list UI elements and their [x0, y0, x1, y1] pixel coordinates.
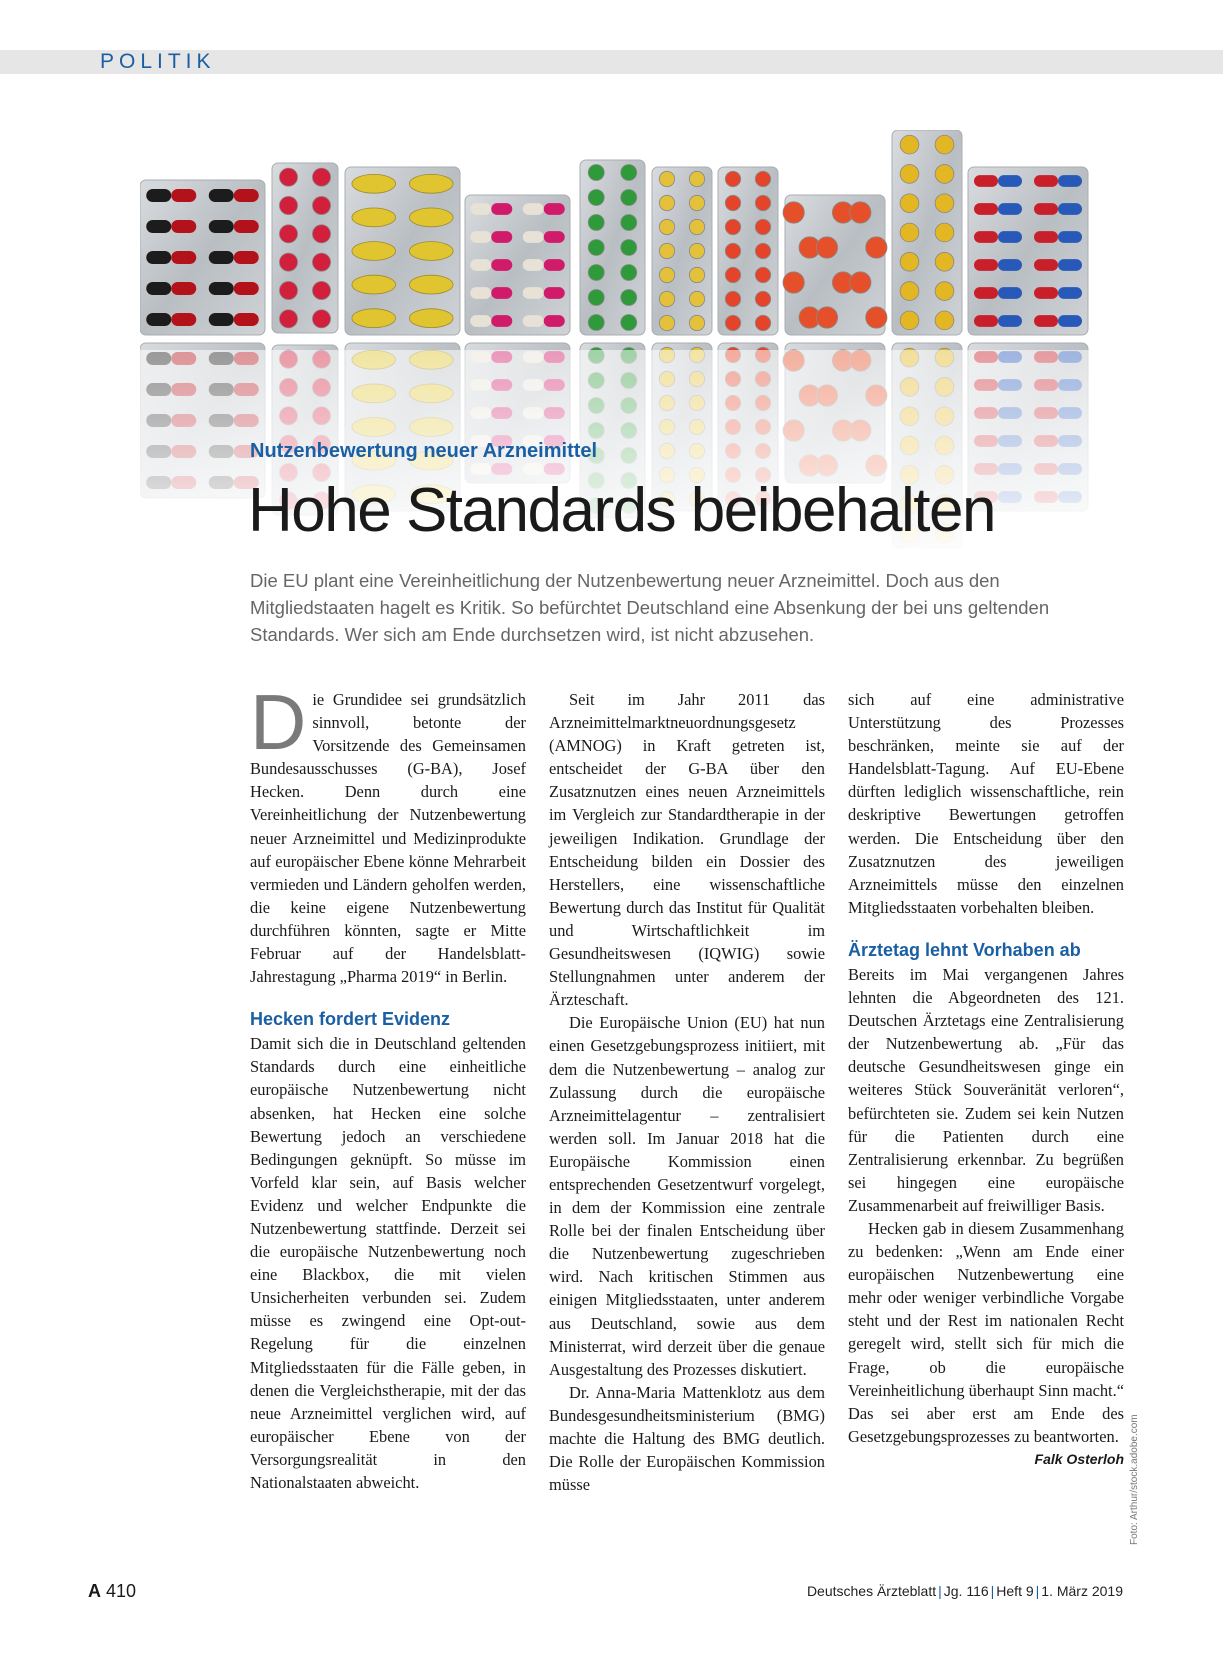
- paragraph: Damit sich die in Deutschland geltenden Standards durch eine einheitliche europäische Nutzenbewertung nicht absenken, hat Hecken eine solche Bewertung jedoch an verschiedene Bedingungen geknüpft. So müsse im Vorfeld klar sein, auf Basis welcher Evidenz und welcher Endpunkte die Nutzenbewertung stattfinde. Derzeit sei die europäische Nutzenbewertung noch eine Blackbox, die mit vielen Unsicherheiten verbunden sei. Zudem müsse es zwingend eine Opt-out-Regelung für die einzelnen Mitgliedsstaaten für die Fälle geben, in denen die Vergleichstherapie, mit der das neue Arzneimittel verglichen wird, auf europäischer Ebene von der Versorgungsrealität in den Nationalstaaten abweicht.: [250, 1034, 526, 1492]
- article-kicker: Nutzenbewertung neuer Arzneimittel: [250, 440, 598, 462]
- pill: [409, 275, 453, 294]
- capsule-half: [1058, 231, 1082, 243]
- pill: [279, 281, 297, 299]
- column-3: [848, 688, 1124, 1471]
- capsule-half: [974, 315, 998, 327]
- pill: [588, 240, 604, 256]
- pill: [689, 219, 704, 234]
- capsule-half: [1034, 259, 1058, 271]
- capsule-half: [209, 220, 234, 233]
- capsule-half: [491, 315, 512, 327]
- pill: [409, 242, 453, 261]
- pill: [659, 171, 674, 186]
- pill: [621, 265, 637, 281]
- pill: [352, 275, 396, 294]
- pill: [935, 282, 954, 301]
- capsule-half: [470, 287, 491, 299]
- capsule-half: [1058, 315, 1082, 327]
- pill: [935, 135, 954, 154]
- capsule-half: [470, 259, 491, 271]
- pill: [279, 225, 297, 243]
- pill: [725, 243, 740, 258]
- pill: [312, 168, 330, 186]
- capsule-half: [209, 251, 234, 264]
- paragraph: sich auf eine administrative Unterstützung des Prozesses beschränken, meinte sie auf der Handelsblatt-Tagung. Auf EU-Ebene dürften lediglich wissenschaftliche, rein deskriptive Bewertungen getroffen werden. Die Entscheidung über den Zusatznutzen des jeweiligen Arzneimittels müsse den einzelnen Mitgliedsstaaten vorbehalten bleiben.: [848, 690, 1124, 917]
- capsule-half: [234, 313, 259, 326]
- subheading: Hecken fordert Evidenz: [250, 1009, 451, 1030]
- pill: [900, 311, 919, 330]
- pill: [755, 243, 770, 258]
- pill: [279, 310, 297, 328]
- page-prefix: A: [88, 1581, 101, 1601]
- capsule-half: [171, 220, 196, 233]
- pill: [866, 237, 887, 258]
- capsule-half: [209, 189, 234, 202]
- pill: [725, 315, 740, 330]
- capsule-half: [998, 203, 1022, 215]
- pill: [588, 215, 604, 231]
- pill: [900, 194, 919, 213]
- pill: [755, 267, 770, 282]
- capsule-half: [544, 259, 565, 271]
- pill: [755, 195, 770, 210]
- capsule-half: [146, 189, 171, 202]
- article-title: Hohe Standards beibehalten: [248, 476, 995, 545]
- paragraph-text: Hecken gab in diesem Zusammenhang zu bedenken: „Wenn am Ende einer europäischen Nutzenbewertung eine mehr oder weniger verbindliche Vorgabe steht und der Rest im nationalen Recht geregelt wird, stellt sich für mich die Frage, ob die europäische Vereinheitlichung überhaupt Sinn macht.“ Das sei aber erst am Ende des Gesetzgebungsprozesses zu beantworten.: [848, 1218, 1124, 1446]
- pill: [816, 307, 837, 328]
- pill: [689, 195, 704, 210]
- capsule-half: [523, 231, 544, 243]
- capsule-half: [974, 175, 998, 187]
- pill: [935, 223, 954, 242]
- drop-cap: D: [250, 678, 307, 766]
- publication-info: Deutsches Ärzteblatt | Jg. 116 | Heft 9 | 1. März 2019: [806, 1583, 1123, 1599]
- pill: [755, 219, 770, 234]
- pill: [850, 202, 871, 223]
- pill: [935, 252, 954, 271]
- pill: [352, 174, 396, 193]
- pill: [621, 315, 637, 331]
- capsule-half: [523, 259, 544, 271]
- pill: [659, 267, 674, 282]
- capsule-half: [998, 287, 1022, 299]
- capsule-half: [1058, 287, 1082, 299]
- capsule-half: [209, 282, 234, 295]
- capsule-half: [1034, 231, 1058, 243]
- capsule-half: [1034, 203, 1058, 215]
- capsule-half: [998, 231, 1022, 243]
- pill: [725, 291, 740, 306]
- pill: [312, 225, 330, 243]
- capsule-half: [974, 231, 998, 243]
- photo-credit: Foto: Arthur/stock.adobe.com: [1129, 1414, 1140, 1545]
- column-2: [549, 688, 825, 1496]
- blister-pack: [272, 163, 338, 333]
- journal-name: Deutsches Ärzteblatt: [806, 1583, 937, 1599]
- paragraph-final: [848, 1217, 1124, 1467]
- pill: [935, 194, 954, 213]
- capsule-half: [171, 313, 196, 326]
- pill: [783, 272, 804, 293]
- capsule-half: [1058, 175, 1082, 187]
- pill: [689, 171, 704, 186]
- capsule-half: [544, 203, 565, 215]
- author-name: Falk Osterloh: [1034, 1450, 1124, 1467]
- pill: [755, 291, 770, 306]
- pill: [409, 174, 453, 193]
- capsule-half: [234, 251, 259, 264]
- page-number: [88, 1580, 136, 1602]
- pill: [659, 315, 674, 330]
- article-lead: Die EU plant eine Vereinheitlichung der Nutzenbewertung neuer Arzneimittel. Doch aus den Mitgliedstaaten hagelt es Kritik. So befürchtet Deutschland eine Absenkung der bei uns geltenden Standards. Wer sich am Ende durchsetzen wird, ist nicht abzusehen.: [250, 570, 1050, 645]
- pill: [689, 243, 704, 258]
- pill: [689, 315, 704, 330]
- capsule-half: [1058, 203, 1082, 215]
- capsule-half: [491, 203, 512, 215]
- capsule-half: [491, 231, 512, 243]
- pill: [588, 265, 604, 281]
- pill: [725, 219, 740, 234]
- paragraph: Dr. Anna-Maria Mattenklotz aus dem Bundesgesundheitsministerium (BMG) machte die Haltung des BMG deutlich. Die Rolle der Europäischen Kommission müsse: [549, 1382, 825, 1495]
- capsule-half: [146, 251, 171, 264]
- capsule-half: [234, 220, 259, 233]
- pill: [900, 223, 919, 242]
- pill: [409, 309, 453, 328]
- pill: [621, 240, 637, 256]
- pill: [900, 165, 919, 184]
- pill: [659, 243, 674, 258]
- pill: [659, 195, 674, 210]
- pill: [312, 281, 330, 299]
- pill: [588, 290, 604, 306]
- capsule-half: [1034, 287, 1058, 299]
- pill: [783, 202, 804, 223]
- capsule-half: [998, 175, 1022, 187]
- pill: [588, 190, 604, 206]
- section-label: POLITIK: [100, 50, 216, 73]
- pill: [588, 165, 604, 181]
- capsule-half: [171, 189, 196, 202]
- page-number-value: 410: [106, 1581, 137, 1601]
- blister-pack: [968, 167, 1088, 335]
- volume: Jg. 116: [943, 1583, 989, 1599]
- capsule-half: [523, 315, 544, 327]
- capsule-half: [209, 313, 234, 326]
- issue: Heft 9: [996, 1583, 1034, 1599]
- capsule-half: [998, 315, 1022, 327]
- capsule-half: [544, 287, 565, 299]
- pill: [621, 290, 637, 306]
- pill: [621, 215, 637, 231]
- paragraph: ie Grundidee sei grundsätzlich sinnvoll, betonte der Vorsitzende des Gemeinsamen Bundesausschusses (G-BA), Josef Hecken. Denn durch eine Vereinheitlichung der Nutzenbewertung neuer Arzneimittel und Medizinprodukte auf europäischer Ebene könne Mehrarbeit vermieden und Ländern geholfen werden, die keine eigene Nutzenbewertung durchführen könnten, sagte er Mitte Februar auf der Handelsblatt-Jahrestagung „Pharma 2019“ in Berlin.: [250, 690, 526, 987]
- capsule-half: [544, 315, 565, 327]
- pill: [352, 242, 396, 261]
- pill: [659, 219, 674, 234]
- capsule-half: [470, 231, 491, 243]
- pill: [312, 196, 330, 214]
- pill: [312, 310, 330, 328]
- pill: [352, 208, 396, 227]
- pill: [312, 253, 330, 271]
- pill: [659, 291, 674, 306]
- pill: [689, 267, 704, 282]
- capsule-half: [523, 287, 544, 299]
- pill: [755, 171, 770, 186]
- pill: [689, 291, 704, 306]
- capsule-half: [171, 251, 196, 264]
- date: 1. März 2019: [1041, 1583, 1123, 1599]
- pill: [725, 195, 740, 210]
- capsule-half: [146, 313, 171, 326]
- pill: [816, 237, 837, 258]
- pill: [279, 196, 297, 214]
- capsule-half: [974, 203, 998, 215]
- capsule-half: [1034, 315, 1058, 327]
- paragraph: Die Europäische Union (EU) hat nun einen Gesetzgebungsprozess initiiert, mit dem die Nutzenbewertung – analog zur Zulassung durch die europäische Arzneimittelagentur – zentralisiert werden soll. Im Januar 2018 hat die Europäische Kommission einen entsprechenden Gesetzentwurf vorgelegt, in dem der Kommission eine zentrale Rolle bei der finalen Entscheidung über die Nutzenbewertung zugeschrieben wird. Nach kritischen Stimmen aus einigen Mitgliedsstaaten, unter anderem aus Deutschland, sowie aus dem Ministerrat, wird derzeit über die genaue Ausgestaltung des Prozesses diskutiert.: [549, 1013, 825, 1379]
- column-1: [250, 678, 526, 1494]
- pill: [352, 309, 396, 328]
- pill: [900, 282, 919, 301]
- capsule-half: [974, 259, 998, 271]
- pill: [866, 307, 887, 328]
- capsule-half: [470, 315, 491, 327]
- pill: [279, 168, 297, 186]
- pill: [755, 315, 770, 330]
- pill: [621, 190, 637, 206]
- capsule-half: [234, 189, 259, 202]
- capsule-half: [171, 282, 196, 295]
- subheading: Ärztetag lehnt Vorhaben ab: [848, 939, 1081, 960]
- capsule-half: [1058, 259, 1082, 271]
- pill: [621, 165, 637, 181]
- paragraph: Seit im Jahr 2011 das Arzneimittelmarktneuordnungsgesetz (AMNOG) in Kraft getreten ist, entscheidet der G-BA über den Zusatznutzen eines neuen Arzneimittels im Vergleich zur Standardtherapie in der jeweiligen Indikation. Grundlage der Entscheidung bilden ein Dossier des Herstellers, eine wissenschaftliche Bewertung durch das Institut für Qualität und Wirtschaftlichkeit im Gesundheitswesen (IQWIG) sowie Stellungnahmen unter anderem der Ärzteschaft.: [549, 690, 825, 1010]
- capsule-half: [146, 220, 171, 233]
- capsule-half: [544, 231, 565, 243]
- pill: [900, 252, 919, 271]
- pill: [935, 165, 954, 184]
- pill: [409, 208, 453, 227]
- paragraph: Bereits im Mai vergangenen Jahres lehnten die Abgeordneten des 121. Deutschen Ärztetags eine Zentralisierung der Nutzenbewertung ab. „Für das deutsche Gesundheitswesen ginge ein weiteres Stück Souveränität verloren“, befürchteten sie. Zudem sei kein Nutzen für die Patienten durch eine Zentralisierung erkennbar. Zu begrüßen sei hingegen eine europäische Zusammenarbeit auf freiwilliger Basis.: [848, 964, 1124, 1215]
- pill: [279, 253, 297, 271]
- capsule-half: [470, 203, 491, 215]
- capsule-half: [234, 282, 259, 295]
- capsule-half: [1034, 175, 1058, 187]
- pill: [725, 267, 740, 282]
- pill: [725, 171, 740, 186]
- pill: [935, 311, 954, 330]
- capsule-half: [491, 259, 512, 271]
- capsule-half: [998, 259, 1022, 271]
- pill: [850, 272, 871, 293]
- capsule-half: [974, 287, 998, 299]
- capsule-half: [146, 282, 171, 295]
- pill: [900, 135, 919, 154]
- capsule-half: [491, 287, 512, 299]
- pill: [588, 315, 604, 331]
- capsule-half: [523, 203, 544, 215]
